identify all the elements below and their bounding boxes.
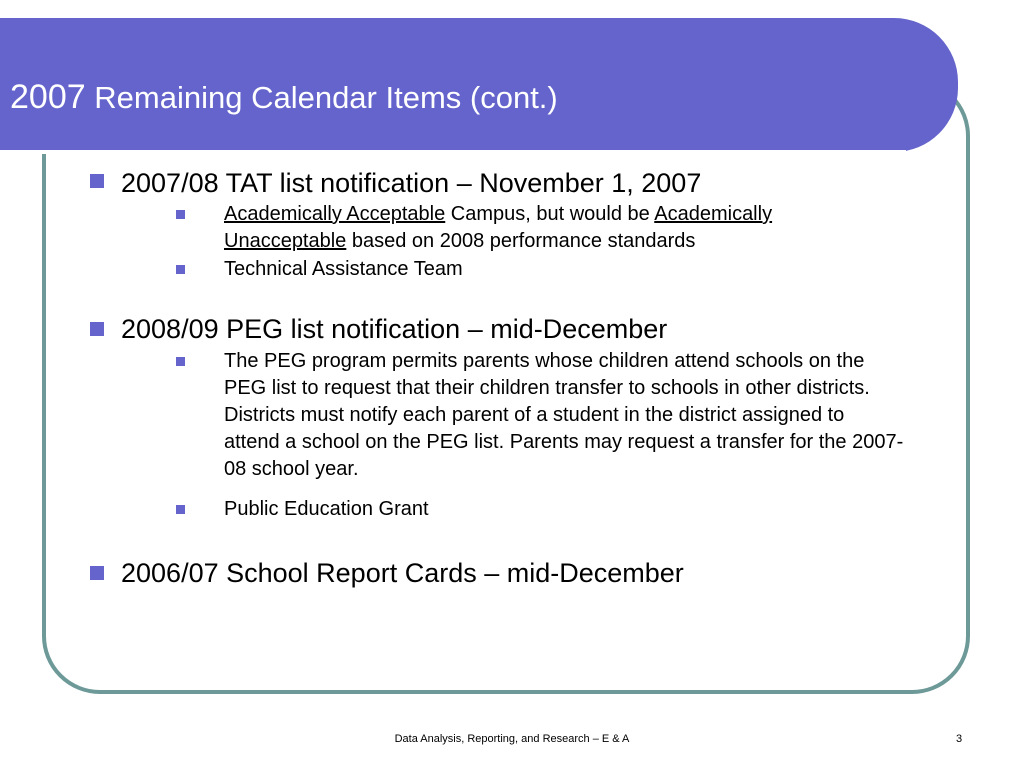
page-number: 3 — [956, 733, 963, 745]
acceptable-link-text: Academically Acceptable — [224, 203, 446, 225]
item-peg-notification: 2008/09 PEG list notification – mid-December — [121, 314, 668, 344]
title-year: 2007 — [10, 78, 86, 116]
bullet-square-icon — [90, 174, 104, 188]
sub-item-tat: Technical Assistance Team — [224, 258, 463, 280]
bullet-square-icon — [90, 566, 104, 580]
bullet-square-icon — [90, 322, 104, 336]
slide-title — [10, 80, 558, 114]
sub-bullet-square-icon — [176, 265, 185, 274]
unacceptable-link-text: Academically Unacceptable — [224, 203, 773, 252]
sub-item-text: Campus, but would be — [445, 203, 655, 225]
title-text: Remaining Calendar Items (cont.) — [94, 80, 558, 115]
title-underline — [0, 150, 906, 154]
title-banner — [0, 18, 958, 152]
sub-bullet-square-icon — [176, 357, 185, 366]
sub-item-acceptable — [224, 201, 864, 255]
footer-text: Data Analysis, Reporting, and Research – E & A — [394, 733, 630, 745]
sub-item-text: based on 2008 performance standards — [346, 230, 696, 252]
sub-bullet-square-icon — [176, 505, 185, 514]
sub-item-peg-description: The PEG program permits parents whose children attend schools on the PEG list to request that their children transfer to schools in other districts. Districts must notify each parent of a student in the district assigned to attend a school on the PEG list. Parents may request a transfer for the 2007-08 school year. — [224, 350, 904, 480]
sub-bullet-square-icon — [176, 210, 185, 219]
sub-item-peg: Public Education Grant — [224, 498, 429, 520]
item-report-cards: 2006/07 School Report Cards – mid-December — [121, 558, 684, 588]
item-tat-notification: 2007/08 TAT list notification – November 1, 2007 — [121, 168, 702, 198]
